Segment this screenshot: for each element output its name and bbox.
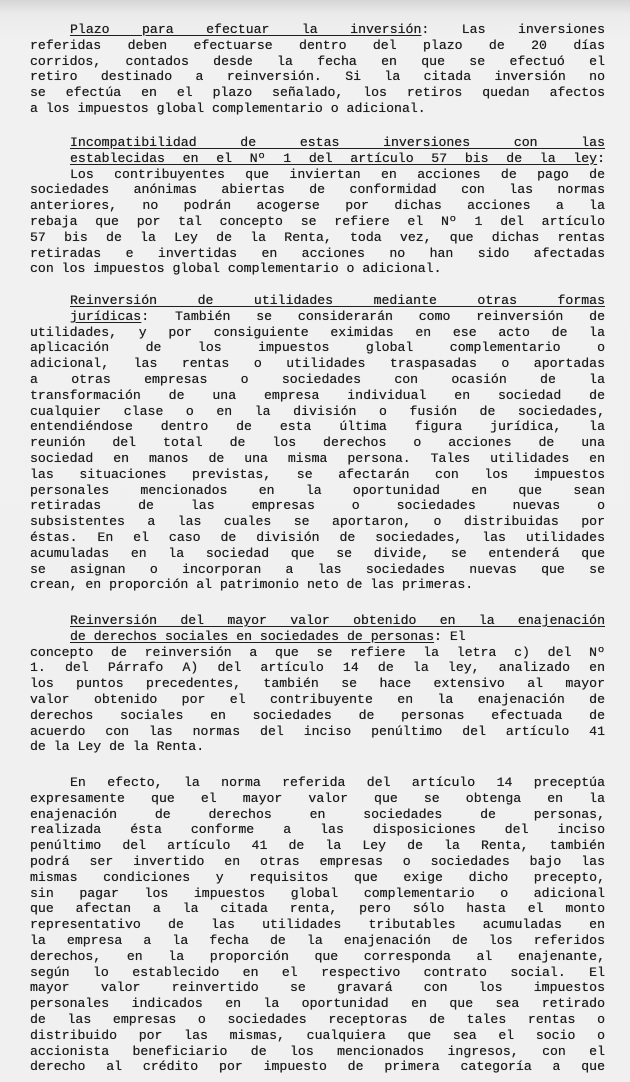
text-line [30,340,605,356]
section-heading: Reinversión de utilidades mediante otras formas [70,293,605,308]
body-text: retiro destinado a reinversión. Si la citada inversión no [30,69,605,85]
text-line [70,22,605,38]
text-line [30,1028,605,1044]
body-text: rebaja que por tal concepto se refiere el Nº 1 del artículo [30,214,605,229]
body-text: mayor valor reinvertido se gravará con los impuestos [30,980,605,996]
body-text: a los impuestos global complementario o adicional. [30,101,426,116]
body-text: corridos, contados desde la fecha en que se efectuó el [30,53,605,69]
body-text: personales mencionados en la oportunidad en que sean [30,482,605,498]
text-line [30,996,605,1012]
body-text: anteriores, no podrán acogerse por dichas acciones a la [30,198,605,214]
text-line [30,901,605,917]
text-line [30,660,605,676]
text-line [30,724,605,740]
text-line [70,613,605,629]
body-text: acuerdo con las normas del inciso penúltimo del artículo 41 [30,723,605,739]
text-line [30,325,605,341]
body-text: la empresa a la fecha de la enajenación de los referidos [30,933,605,948]
text-line [30,965,605,981]
body-text: acumuladas en la sociedad que se divide, se entenderá que [30,545,605,561]
text-line [30,562,605,578]
text-line [30,356,605,372]
body-text: concepto de reinversión a que se refiere la letra c) del Nº [30,644,605,660]
body-text: : Las inversiones [421,22,605,37]
text-line [30,230,605,246]
body-text: representativo de las utilidades tributables acumuladas en [30,917,605,933]
body-text: transformación de una empresa individual en sociedad de [30,387,605,403]
body-text: accionista beneficiario de los mencionados ingresos, con el [30,1043,605,1059]
text-line [30,530,605,546]
body-text: entendiéndose dentro de esta última figura jurídica, la [30,419,605,435]
body-text: : También se considerarán como reinversión de [141,308,605,324]
section-heading: establecidas en el Nº 1 del artículo 57 bis de la ley [70,150,598,166]
text-line [70,167,605,183]
body-text: según lo establecido en el respectivo contrato social. El [30,964,605,980]
body-text: adicional, las rentas o utilidades traspasadas o aportadas [30,356,605,372]
body-text: sociedad en manos de una misma persona. Tales utilidades en [30,451,605,466]
body-text: En efecto, la norma referida del artículo 14 preceptúa [70,775,605,790]
text-line [70,629,605,645]
text-line [30,1044,605,1060]
body-text: de las empresas o sociedades receptoras de tales rentas o [30,1012,605,1027]
text-line [30,949,605,965]
body-text: penúltimo del artículo 41 de la Ley de la Renta, también [30,838,605,854]
text-line [30,101,605,117]
text-line [30,419,605,435]
text-line [70,309,605,325]
text-line [70,135,605,151]
text-line [30,692,605,708]
section-heading: Reinversión del mayor valor obtenido en la enajenación [70,613,605,628]
text-line [70,775,605,791]
text-line [30,854,605,870]
body-text: sin pagar los impuestos global complementario o adicional [30,885,605,901]
text-line [30,498,605,514]
body-text: las situaciones previstas, se afectarán con los impuestos [30,466,605,482]
body-text: éstas. En el caso de división de sociedades, las utilidades [30,530,605,545]
text-line [30,372,605,388]
text-line [70,151,605,167]
text-line [30,807,605,823]
body-text: distribuido por las mismas, cualquiera que sea el socio o [30,1027,605,1043]
text-line [30,980,605,996]
body-text: : [597,150,605,166]
text-line [30,198,605,214]
body-text: derechos sociales en sociedades de personas efectuada de [30,707,605,723]
body-text: mismas condiciones y requisitos que exige dicho precepto, [30,869,605,885]
body-text: personales indicados en la oportunidad en que sea retirado [30,996,605,1012]
body-text: se asignan o incorporan a las sociedades nuevas que se [30,561,605,577]
text-line [30,214,605,230]
text-line [30,388,605,404]
body-text: 1. del Párrafo A) del artículo 14 de la ley, analizado en [30,660,605,676]
body-text: con los impuestos global complementario o adicional. [30,261,442,277]
text-line [30,917,605,933]
text-line [30,38,605,54]
body-text: subsistentes a las cuales se aportaron, o distribuidas por [30,514,605,530]
text-line [30,645,605,661]
section-heading: jurídicas [70,308,142,324]
body-text: 57 bis de la Ley de la Renta, toda vez, que dichas rentas [30,229,605,245]
text-line [30,246,605,262]
body-text: los puntos precedentes, también se hace extensivo al mayor [30,676,605,692]
text-line [30,838,605,854]
text-line [30,69,605,85]
body-text: Los contribuyentes que inviertan en acciones de pago de [70,166,605,182]
body-text: referidas deben efectuarse dentro del plazo de 20 días [30,37,605,53]
section-heading: Plazo para efectuar la inversión [70,22,422,37]
text-line [70,293,605,309]
body-text: retiradas de las empresas o sociedades nuevas o [30,498,605,514]
body-text: derecho al crédito por impuesto de primera categoría a que [30,1059,605,1075]
text-line [30,791,605,807]
text-line [30,822,605,838]
text-line [30,483,605,499]
body-text: cualquier clase o en la división o fusión de sociedades, [30,403,605,419]
text-line [30,404,605,420]
text-line [30,546,605,562]
text-line [30,708,605,724]
text-line [30,577,605,593]
body-text: crean, en proporción al patrimonio neto de las primeras. [30,577,474,593]
text-line [30,933,605,949]
body-text: podrá ser invertido en otras empresas o sociedades bajo las [30,854,605,869]
body-text: de la Ley de la Renta. [30,739,205,755]
body-text: realizada ésta conforme a las disposiciones del inciso [30,822,605,838]
text-line [30,1059,605,1075]
body-text: se efectúa en el plazo señalado, los retiros quedan afectos [30,85,605,101]
text-line [30,261,605,277]
text-line [30,870,605,886]
text-line [30,886,605,902]
body-text: retiradas e invertidas en acciones no han sido afectadas [30,245,605,261]
text-line [30,435,605,451]
text-line [30,1012,605,1028]
body-text: utilidades, y por consiguiente eximidas en ese acto de la [30,324,605,340]
text-line [30,54,605,70]
body-text: a otras empresas o sociedades con ocasión de la [30,372,605,387]
body-text: valor obtenido por el contribuyente en la enajenación de [30,692,605,707]
body-text: aplicación de los impuestos global complementario o [30,340,605,356]
body-text: expresamente que el mayor valor que se obtenga en la [30,790,605,806]
text-line [30,739,605,755]
body-text: sociedades anónimas abiertas de conformidad con las normas [30,182,605,198]
body-text: que afectan a la citada renta, pero sólo hasta el monto [30,901,605,917]
text-line [30,467,605,483]
text-line [30,85,605,101]
section-heading: Incompatibilidad de estas inversiones con las [70,135,605,150]
body-text: derechos, en la proporción que corresponda al enajenante, [30,948,605,964]
text-line [30,451,605,467]
body-text: : El [434,628,466,644]
body-text: enajenación de derechos en sociedades de personas, [30,806,605,822]
text-line [30,676,605,692]
text-line [30,182,605,198]
body-text: reunión del total de los derechos o acciones de una [30,435,605,451]
section-heading: de derechos sociales en sociedades de personas [70,628,435,644]
text-line [30,514,605,530]
